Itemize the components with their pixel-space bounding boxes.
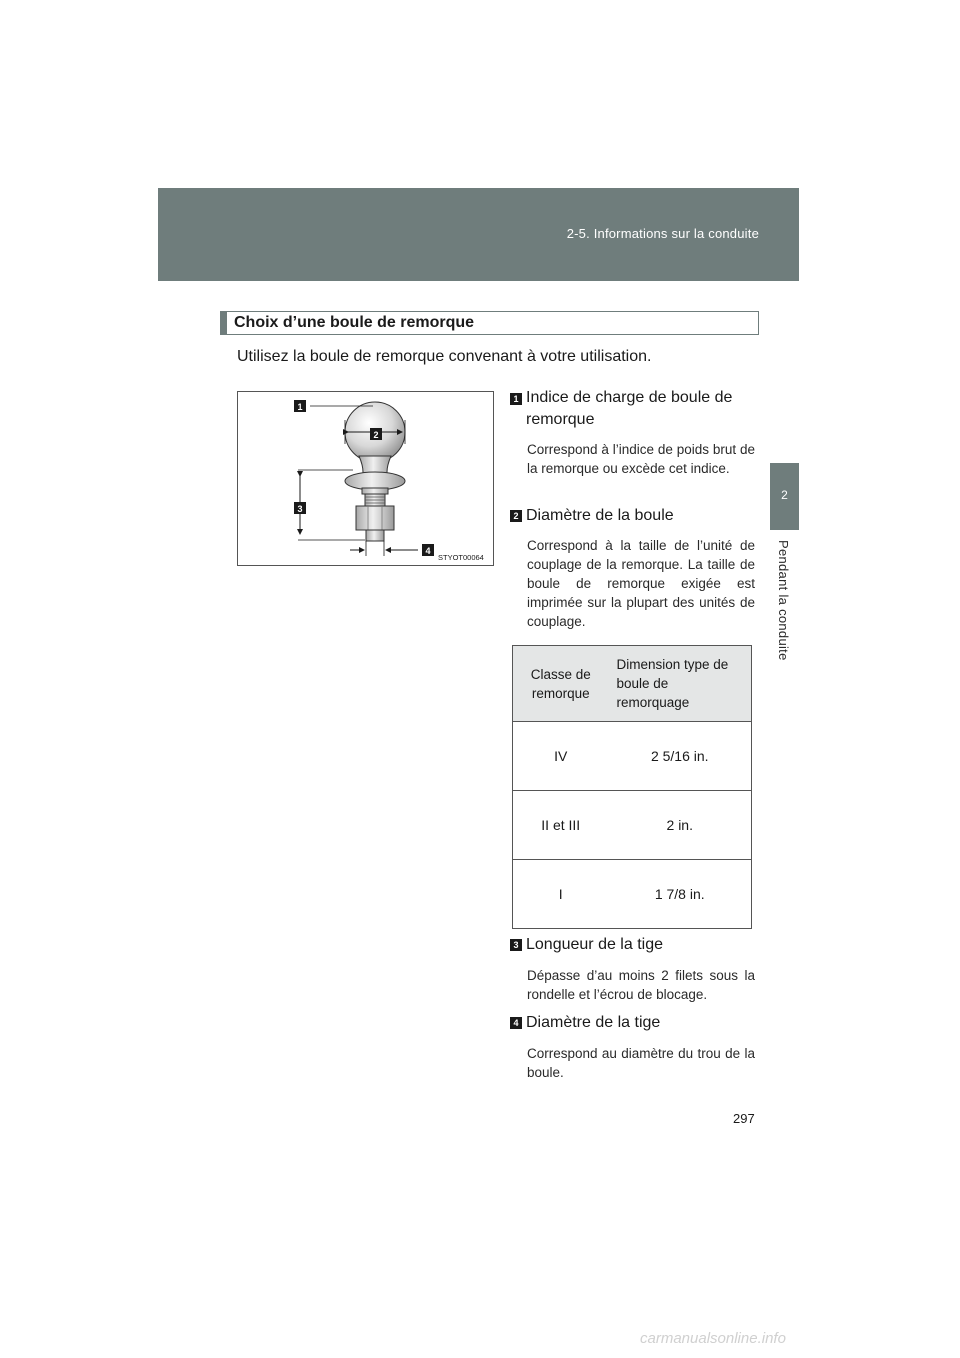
figure-code: STYOT00064 [438, 553, 484, 562]
section-heading-text: Choix d’une boule de remorque [234, 314, 475, 331]
tow-ball-drawing [238, 392, 493, 565]
table-row [513, 791, 752, 860]
table-row [513, 860, 752, 929]
item-title: Diamètre de la boule [526, 507, 674, 524]
item-body: Correspond à la taille de l’unité de couplage de la remorque. La taille de boule de remorque exigée est imprimée sur la plupart des unités de couplage. [527, 538, 755, 629]
intro-paragraph: Utilisez la boule de remorque convenant à votre utilisation. [237, 348, 652, 365]
section-heading [220, 311, 759, 335]
table-header-cell: Classe de remorque [513, 646, 609, 722]
item-title: Indice de charge de boule de remorque [526, 389, 733, 428]
table-row [513, 722, 752, 791]
table-cell: I [513, 860, 609, 929]
chapter-header [158, 188, 799, 281]
callout-1 [294, 400, 306, 412]
table-cell: IV [513, 722, 609, 791]
item-marker-2: 2 [510, 510, 522, 522]
item-ball-load-rating [510, 389, 758, 499]
callout-4 [422, 544, 434, 556]
callout-2 [370, 428, 382, 440]
item-marker-3: 3 [510, 939, 522, 951]
page-number: 297 [733, 1111, 755, 1126]
tow-ball-illustration [237, 391, 494, 566]
item-body: Correspond à l’indice de poids brut de la remorque ou excède cet indice. [527, 442, 755, 476]
item-body: Correspond au diamètre du trou de la boule. [527, 1046, 755, 1080]
item-shank-length [510, 934, 758, 1004]
svg-text:3: 3 [297, 504, 303, 514]
chapter-title: 2-5. Informations sur la conduite [566, 226, 759, 241]
table-cell: II et III [513, 791, 609, 860]
item-ball-diameter [510, 506, 758, 636]
callout-3 [294, 502, 306, 514]
table-cell: 2 in. [609, 791, 752, 860]
item-shank-diameter [510, 1012, 758, 1082]
item-marker-1: 1 [510, 393, 522, 405]
svg-text:1: 1 [297, 402, 303, 412]
table-header-cell: Dimension type de boule de remorquage [609, 646, 752, 722]
chapter-side-label: Pendant la conduite [776, 540, 791, 661]
item-title: Longueur de la tige [526, 936, 663, 953]
svg-text:4: 4 [425, 546, 431, 556]
item-title: Diamètre de la tige [526, 1014, 661, 1031]
watermark: carmanualsonline.info [640, 1330, 786, 1347]
table-header-row [513, 646, 752, 722]
table-cell: 2 5/16 in. [609, 722, 752, 791]
ball-size-table [512, 645, 752, 929]
item-marker-4: 4 [510, 1017, 522, 1029]
item-body: Dépasse d’au moins 2 filets sous la rondelle et l’écrou de blocage. [527, 968, 755, 1002]
table-cell: 1 7/8 in. [609, 860, 752, 929]
svg-text:2: 2 [373, 430, 379, 440]
chapter-side-number: 2 [781, 488, 788, 502]
